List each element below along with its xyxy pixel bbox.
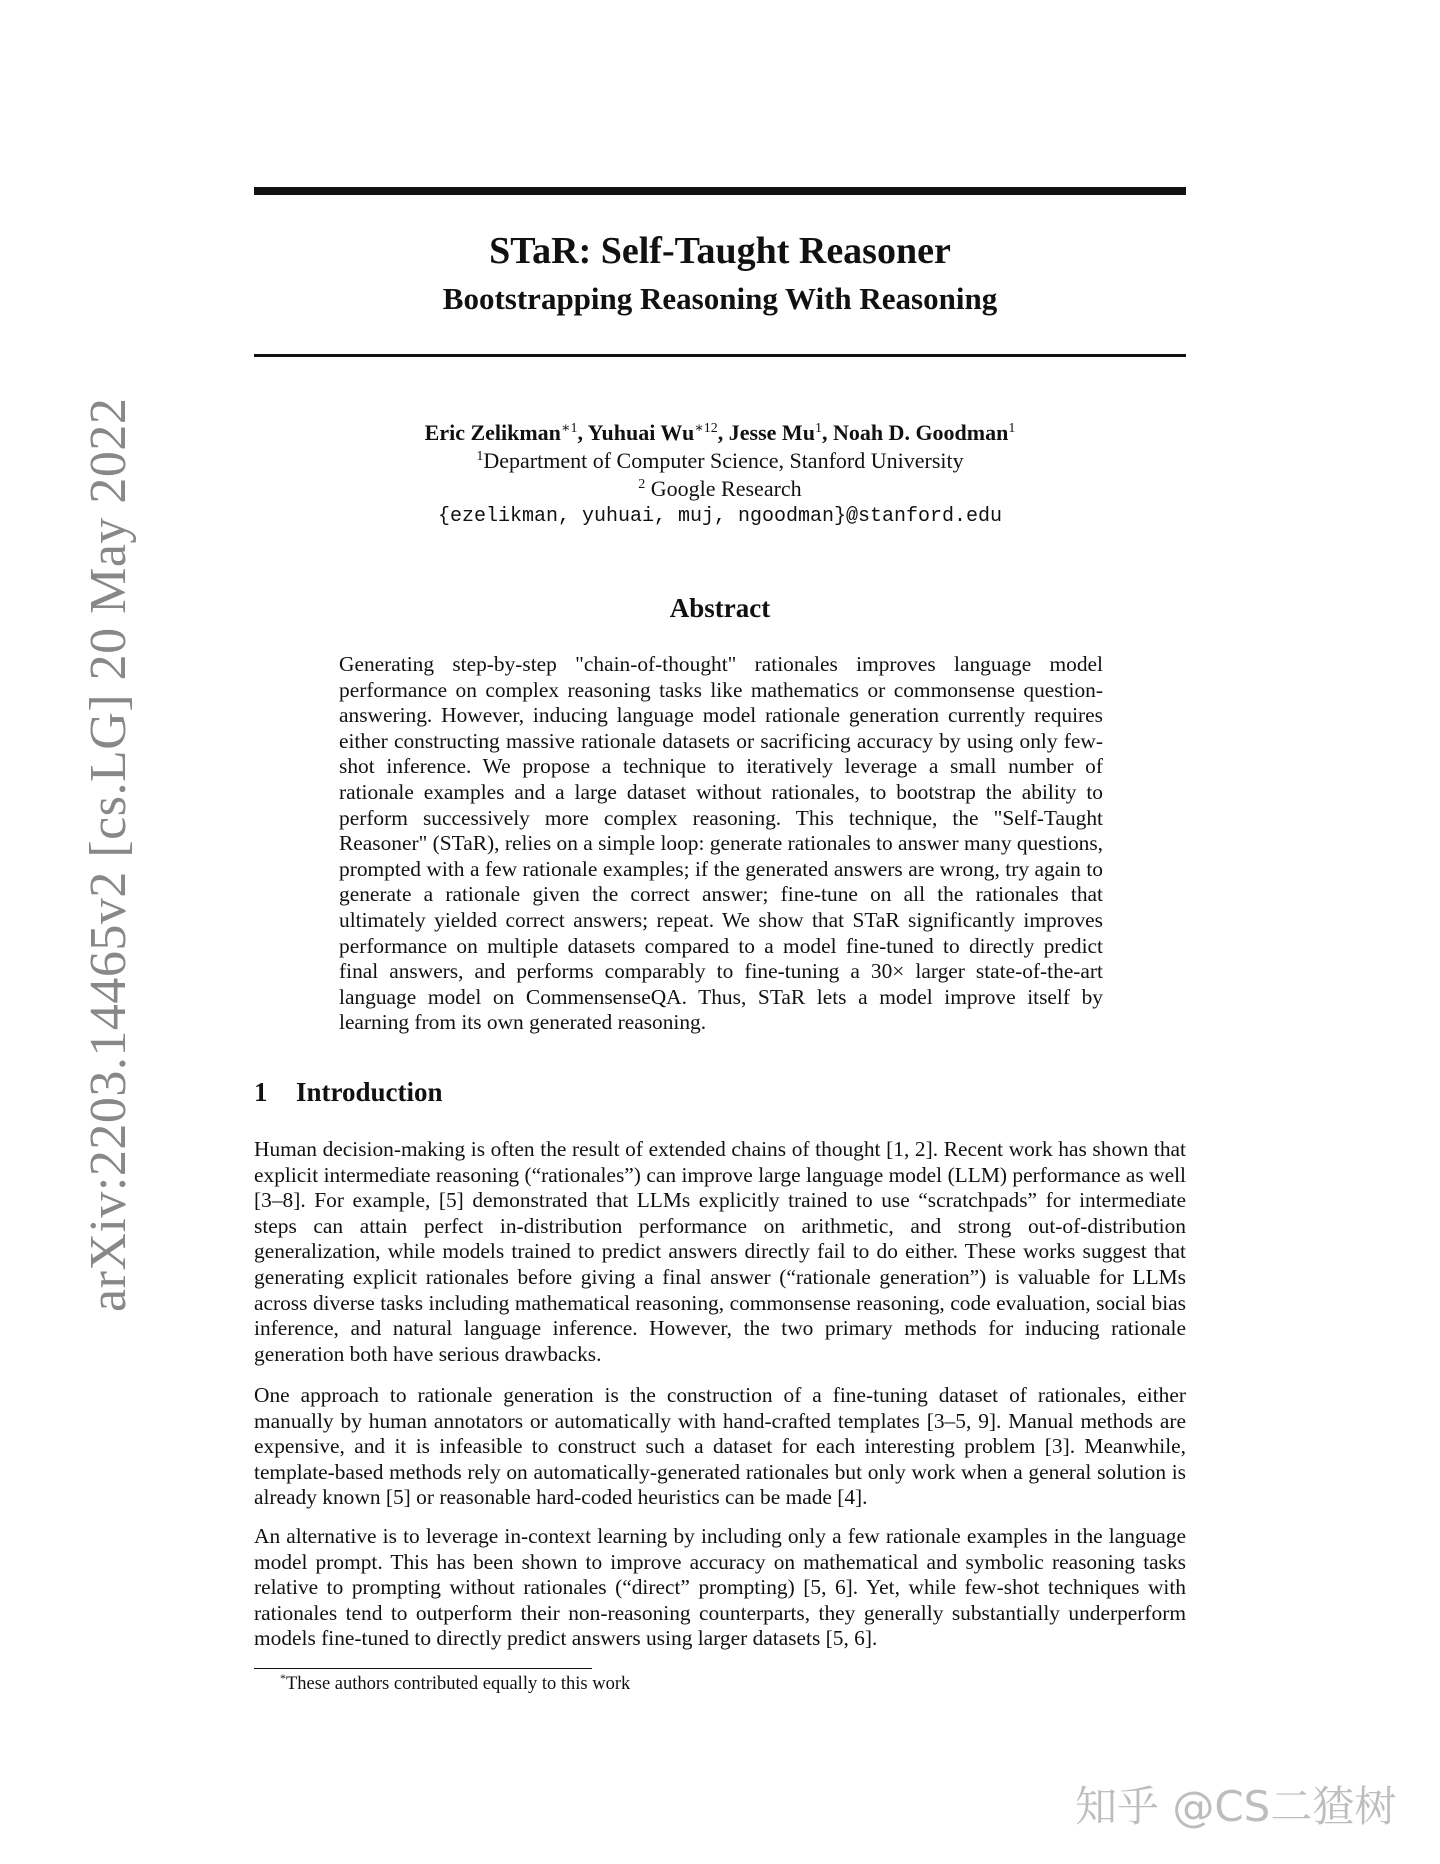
footnote [280,1672,630,1696]
affiliation-1: $^1$Department of Computer Science, Stanford University [476,448,964,473]
section-title: Introduction [296,1077,443,1107]
author-separator: , [821,420,833,445]
author-separator: , [717,420,729,445]
paper-subtitle: Bootstrapping Reasoning With Reasoning [442,281,998,316]
intro-paragraph-3: An alternative is to leverage in-context learning by including only a few rationale examples in the language model prompt. This has been shown to improve accuracy on mathematical and symbolic reasoning tasks relative to prompting without rationales (“direct” prompting) [5, 6]. Yet, while few-shot techniques with rationales tend to outperform their non-reasoning counterparts, they generally substantially underperform models fine-tuned to directly predict answers using larger datasets [5, 6]. [254,1524,1186,1651]
author-name: Eric Zelikman [424,420,561,445]
author-affil-mark: 1 [814,421,822,436]
abstract-text: Generating step-by-step "chain-of-thought" rationales improves language model performance on complex reasoning tasks like mathematics or commonsense question-answering. However, inducing language model rationale generation currently requires either constructing massive rationale datasets or sacrificing accuracy by using only few-shot inference. We propose a technique to iteratively leverage a small number of rationale examples and a large dataset without rationales, to bootstrap the ability to perform successively more complex reasoning. This technique, the "Self-Taught Reasoner" (STaR), relies on a simple loop: generate rationales to answer many questions, prompted with a few rationale examples; if the generated answers are wrong, try again to generate a rationale given the correct answer; fine-tune on all the rationales that ultimately yielded correct answers; repeat. We show that STaR significantly improves performance on multiple datasets compared to a model fine-tuned to directly predict final answers, and performs comparably to fine-tuning a 30× larger state-of-the-art language model on CommensenseQA. Thus, STaR lets a model improve itself by learning from its own generated reasoning. [339,652,1104,1035]
author-affil-mark: 1 [1008,421,1016,436]
section-number: 1 [254,1077,268,1107]
author-emails: {ezelikman, yuhuai, muj, ngoodman}@stanford.edu [437,505,1003,528]
affiliation-2: $^2$ Google Research [638,476,802,501]
author-name: Noah D. Goodman [832,420,1009,445]
author-name: Jesse Mu [728,420,815,445]
zhihu-watermark: 知乎 @CS二猹树 [1075,1782,1397,1831]
author-affil-mark: ∗12 [694,421,718,436]
section-heading [254,1077,443,1108]
intro-paragraph-1: Human decision-making is often the result of extended chains of thought [1, 2]. Recent work has shown that explicit intermediate reasoning (“rationales”) can improve large language model (LLM) performance as well [3–8]. For example, [5] demonstrated that LLMs explicitly trained to use “scratchpads” for intermediate steps can attain perfect in-distribution performance on arithmetic, and strong out-of-distribution generalization, while models trained to predict answers directly fail to do either. These works suggest that generating explicit rationales before giving a final answer (“rationale generation”) is valuable for LLMs across diverse tasks including mathematical reasoning, commonsense reasoning, code evaluation, social bias inference, and natural language inference. However, the two primary methods for inducing rationale generation both have serious drawbacks. [254,1137,1186,1366]
arxiv-identifier: arXiv:2203.14465v2 [cs.LG] 20 May 2022 [80,397,137,1312]
author-affil-mark: ∗1 [560,421,578,436]
footnote-mark: * [280,1671,286,1685]
footnote-rule [254,1668,592,1669]
title-bottom-rule [254,354,1186,357]
intro-paragraph-2: One approach to rationale generation is the construction of a fine-tuning dataset of rationales, either manually by human annotators or automatically with hand-crafted templates [3–5, 9]. Manual methods are expensive, and it is infeasible to construct such a dataset for each interesting problem [3]. Meanwhile, template-based methods rely on automatically-generated rationales but only work when a general solution is already known [5] or reasonable hard-coded heuristics can be made [4]. [254,1383,1186,1510]
author-name: Yuhuai Wu [587,420,695,445]
author-names [254,419,1186,447]
paper-title: STaR: Self-Taught Reasoner [489,230,951,272]
footnote-text: These authors contributed equally to this work [286,1674,631,1694]
abstract-heading: Abstract [669,593,771,623]
title-top-rule [254,187,1186,195]
author-separator: , [577,420,588,445]
author-block [254,419,1186,531]
